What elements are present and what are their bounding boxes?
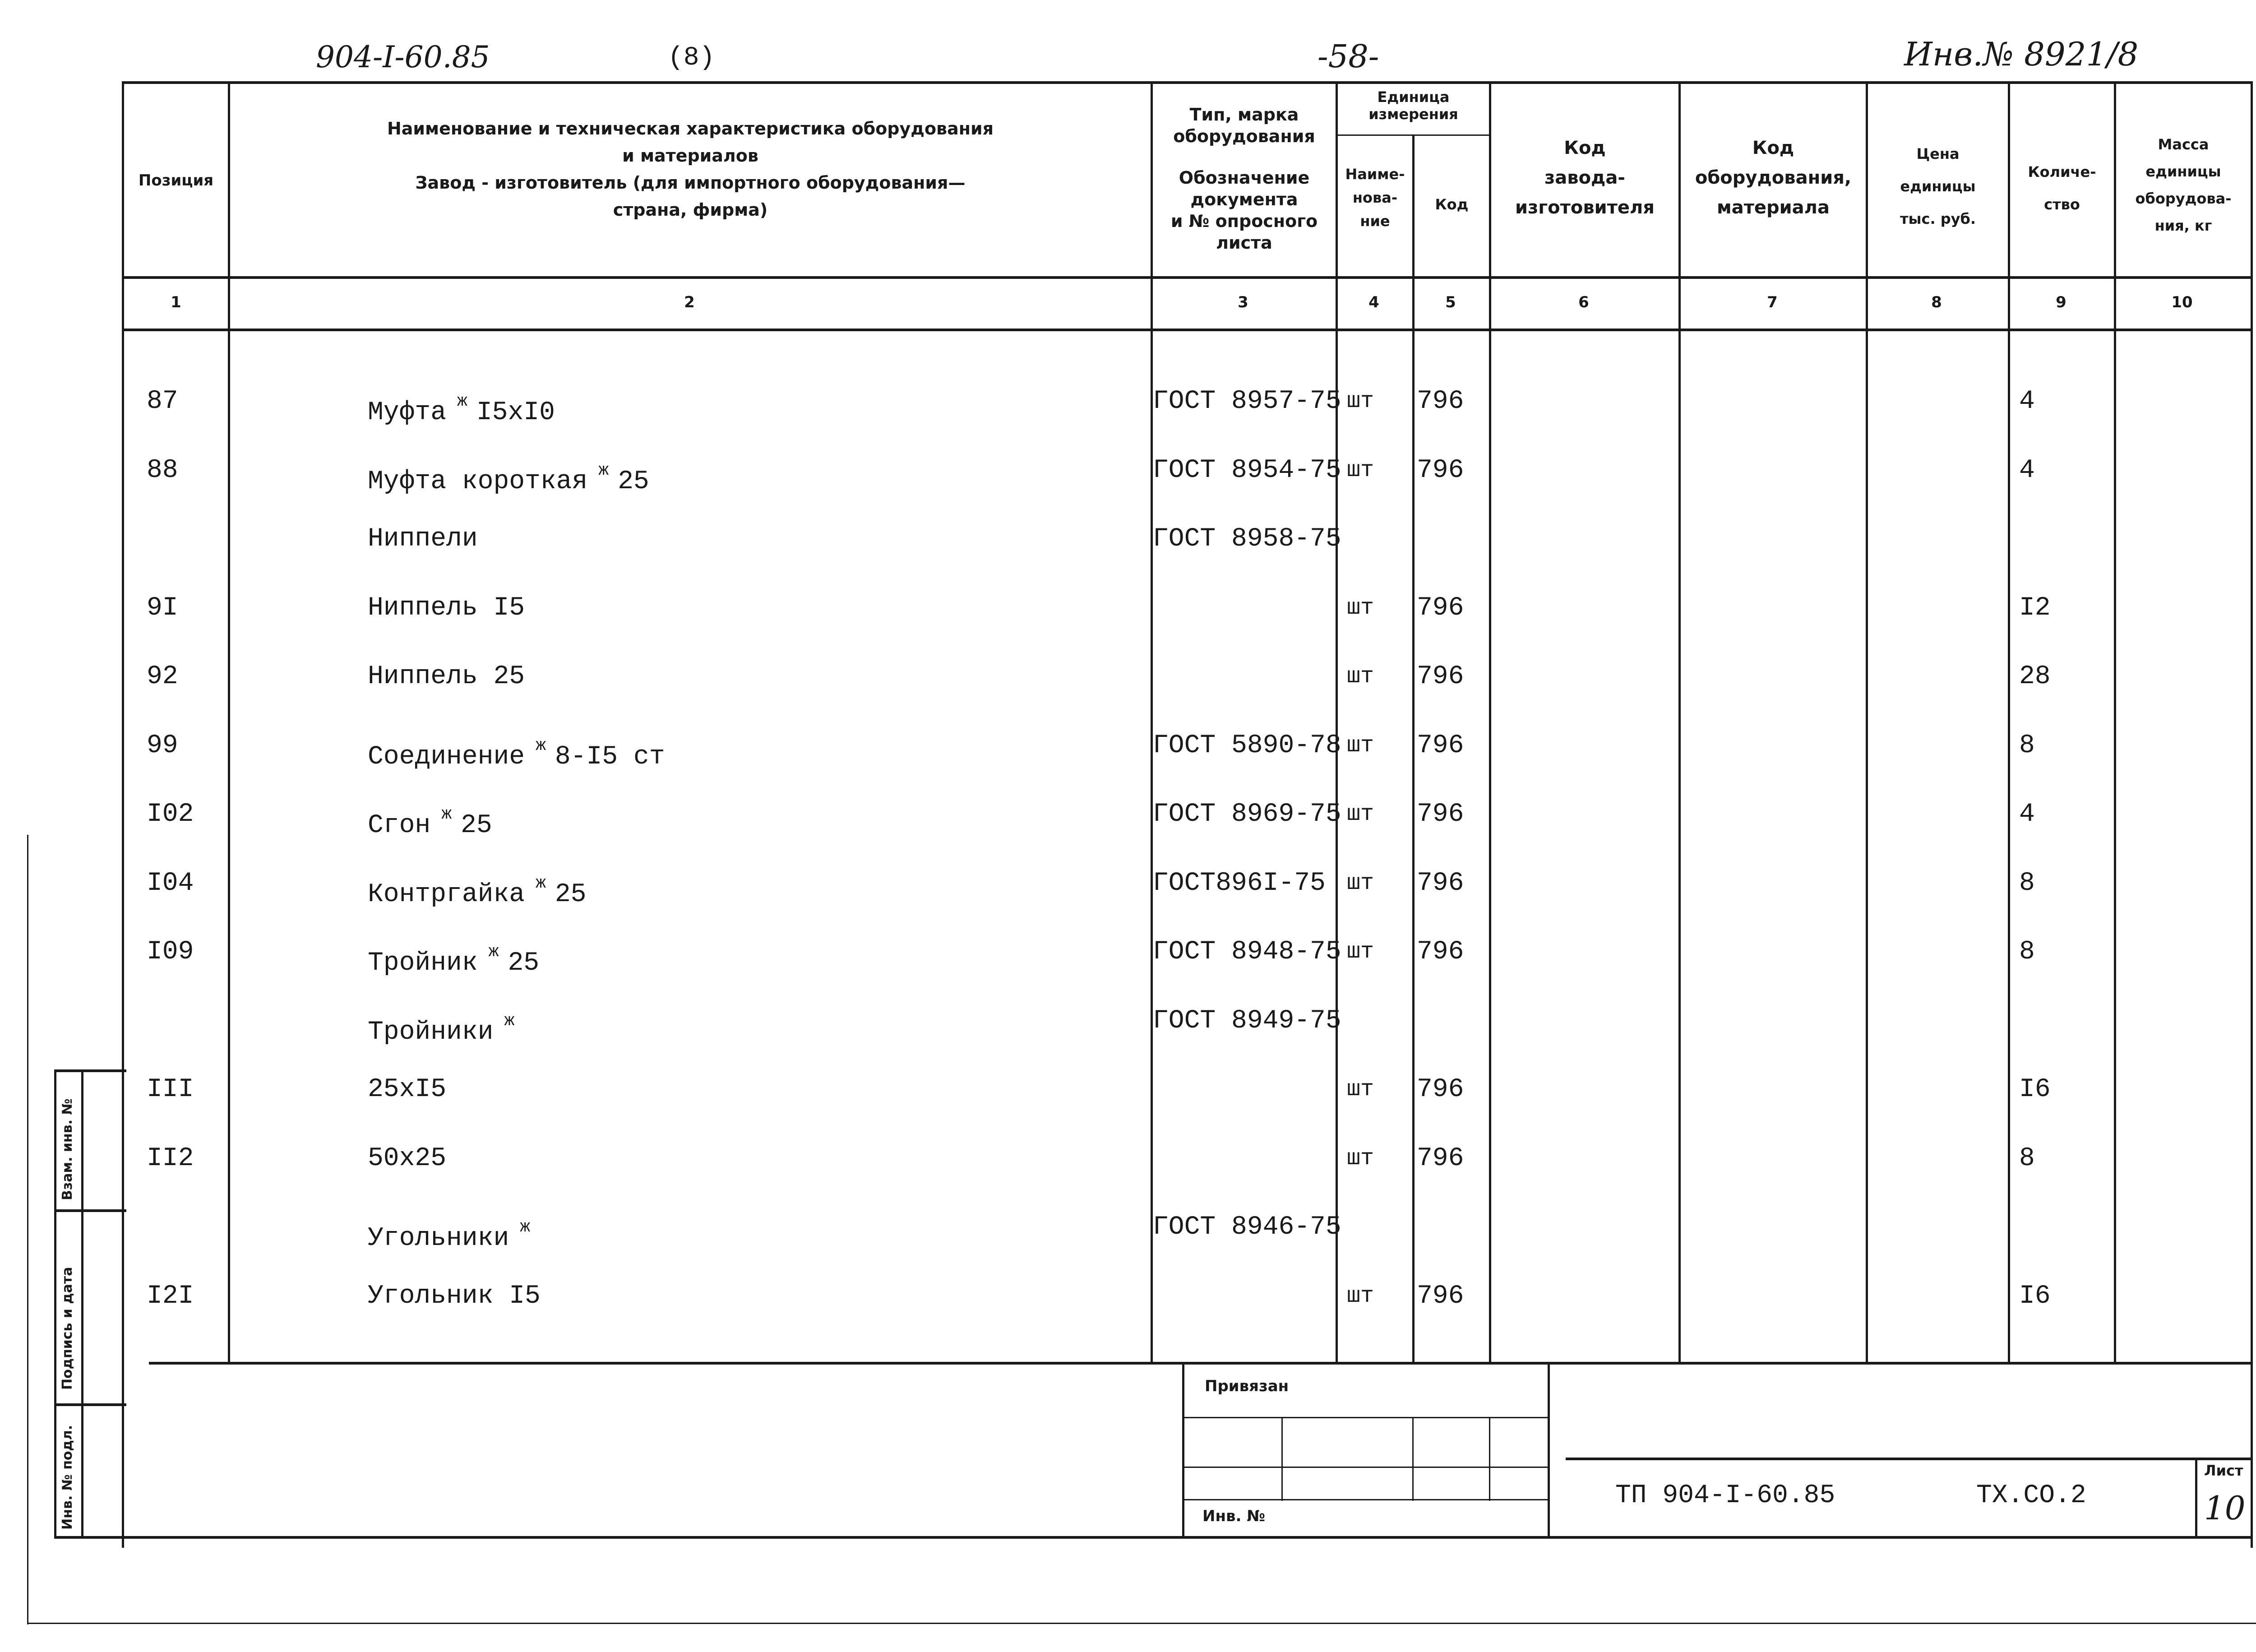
column-number: 1 <box>171 293 181 311</box>
stamp-grid-line <box>1281 1417 1283 1501</box>
row-footnote-mark: ж <box>520 1217 531 1237</box>
row-unit: шт <box>1347 801 1374 827</box>
row-unit-code: 796 <box>1417 1144 1464 1173</box>
col-divider-7 <box>1866 81 1868 1363</box>
row-position: 9I <box>147 593 178 623</box>
stamp-grid-line <box>1182 1499 1548 1500</box>
row-name-text: Угольники <box>368 1224 509 1253</box>
row-unit-code: 796 <box>1417 387 1464 416</box>
row-position: II2 <box>147 1144 194 1173</box>
stamp-grid-line <box>1182 1467 1548 1468</box>
column-number: 3 <box>1238 293 1248 311</box>
row-name-text: Соединение <box>368 742 525 772</box>
col-divider-3 <box>1336 81 1338 1363</box>
row-name <box>368 868 587 911</box>
row-document: ГОСТ 8969-75 <box>1153 800 1341 829</box>
row-unit: шт <box>1347 458 1374 483</box>
document-code: ТП 904-I-60.85 <box>1615 1481 1835 1510</box>
row-unit-code: 796 <box>1417 593 1464 623</box>
row-quantity: 4 <box>2019 800 2035 829</box>
row-name <box>368 799 492 842</box>
sheet-label: Лист <box>2204 1462 2243 1479</box>
row-position: III <box>147 1075 194 1104</box>
column-number: 10 <box>2171 293 2193 311</box>
row-unit-code: 796 <box>1417 1075 1464 1104</box>
row-document: ГОСТ 8957-75 <box>1153 387 1341 416</box>
stamp-grid-line <box>1412 1417 1414 1501</box>
col-divider-8 <box>2008 81 2010 1363</box>
row-quantity: 4 <box>2019 387 2035 416</box>
row-footnote-mark: ж <box>488 942 499 962</box>
title-block-top-line <box>1566 1458 2251 1460</box>
column-number: 7 <box>1767 293 1778 311</box>
col-divider-6 <box>1678 81 1681 1363</box>
row-name <box>368 1074 446 1106</box>
row-name-text: Ниппель 25 <box>368 662 525 691</box>
row-name <box>368 523 478 555</box>
stamp-attached-label: Привязан <box>1205 1377 1289 1395</box>
row-name <box>368 1005 523 1048</box>
row-unit: шт <box>1347 1283 1374 1309</box>
header-bottom-line <box>122 276 2251 279</box>
header-unit-name: Наиме- нова- ние <box>1345 166 1405 230</box>
row-quantity: 28 <box>2019 662 2051 691</box>
row-footnote-mark: ж <box>536 874 546 893</box>
row-name-text: Тройники <box>368 1018 494 1047</box>
row-name-text: 25xI5 <box>368 1075 447 1104</box>
col-divider-5 <box>1489 81 1491 1363</box>
header-position: Позиция <box>138 171 214 190</box>
row-name <box>368 592 525 624</box>
side-replaced-inv: Взам. инв. № <box>60 1098 75 1200</box>
row-position: 92 <box>147 662 178 691</box>
inventory-number: Инв.№ 8921/8 <box>1904 35 2139 73</box>
sheet-number: 10 <box>2204 1489 2246 1527</box>
col-divider-1 <box>228 81 230 1363</box>
row-quantity: I2 <box>2019 593 2051 623</box>
column-number: 6 <box>1578 293 1589 311</box>
row-quantity: 8 <box>2019 937 2035 967</box>
column-number: 4 <box>1368 293 1379 311</box>
row-quantity: 8 <box>2019 1144 2035 1173</box>
header-quantity: Количе- ство <box>2028 163 2096 213</box>
row-unit: шт <box>1347 733 1374 759</box>
row-position: 99 <box>147 731 178 760</box>
row-name-text: Ниппели <box>368 524 478 554</box>
row-footnote-mark: ж <box>536 736 546 755</box>
row-name-suffix: I5xI0 <box>476 398 555 427</box>
row-quantity: 4 <box>2019 456 2035 485</box>
sheet-box-line <box>2195 1458 2197 1536</box>
table-end-line <box>149 1362 2251 1365</box>
document-mark: ТХ.СО.2 <box>1976 1481 2086 1510</box>
row-name-text: Муфта короткая <box>368 467 588 496</box>
header-mass: Масса единицы оборудова- ния, кг <box>2135 136 2232 234</box>
row-quantity: 8 <box>2019 731 2035 760</box>
side-strip-right <box>81 1069 83 1539</box>
row-document: ГОСТ896I-75 <box>1153 869 1326 898</box>
row-name-text: Ниппель I5 <box>368 593 525 623</box>
row-name <box>368 455 649 498</box>
row-footnote-mark: ж <box>504 1011 515 1031</box>
row-name-suffix: 8-I5 ст <box>555 742 665 772</box>
frame-left-line <box>122 81 124 1548</box>
row-name-text: Угольник I5 <box>368 1282 541 1311</box>
side-strip-top <box>54 1069 126 1072</box>
header-price: Цена единицы тыс. руб. <box>1900 145 1976 227</box>
row-name-suffix: 25 <box>461 811 492 840</box>
row-unit-code: 796 <box>1417 800 1464 829</box>
stamp-inv-label: Инв. № <box>1202 1507 1266 1525</box>
sheet-in-book: (8) <box>668 43 715 73</box>
column-number: 2 <box>684 293 695 311</box>
row-footnote-mark: ж <box>598 461 609 480</box>
row-document: ГОСТ 8958-75 <box>1153 524 1341 554</box>
outer-bottom-line <box>27 1623 2256 1624</box>
row-name <box>368 386 555 429</box>
row-unit: шт <box>1347 870 1374 896</box>
page-number: -58- <box>1318 38 1379 75</box>
row-position: I2I <box>147 1282 194 1311</box>
row-unit: шт <box>1347 664 1374 689</box>
row-name-text: 50x25 <box>368 1144 447 1173</box>
stamp-grid-line <box>1182 1417 1548 1418</box>
row-position: 87 <box>147 387 178 416</box>
row-quantity: I6 <box>2019 1282 2051 1311</box>
outer-left-line <box>27 835 28 1624</box>
row-position: I09 <box>147 937 194 967</box>
stamp-left-line <box>1182 1362 1184 1536</box>
row-quantity: 8 <box>2019 869 2035 898</box>
row-document: ГОСТ 8949-75 <box>1153 1006 1341 1036</box>
row-name-text: Тройник <box>368 949 478 978</box>
row-position: I02 <box>147 800 194 829</box>
stamp-right-line <box>1548 1362 1550 1536</box>
row-document: ГОСТ 5890-78 <box>1153 731 1341 760</box>
frame-top-line <box>122 81 2251 84</box>
stamp-grid-line <box>1489 1417 1490 1501</box>
header-equipment-code: Код оборудования, материала <box>1695 138 1852 218</box>
row-name <box>368 936 539 979</box>
row-document: ГОСТ 8948-75 <box>1153 937 1341 967</box>
row-document: ГОСТ 8954-75 <box>1153 456 1341 485</box>
row-unit: шт <box>1347 1146 1374 1171</box>
row-name-text: Контргайка <box>368 880 525 909</box>
column-numbers-bottom-line <box>122 329 2251 331</box>
row-name <box>368 661 525 693</box>
row-unit: шт <box>1347 1077 1374 1102</box>
row-name-text: Сгон <box>368 811 431 840</box>
series-number: 904-I-60.85 <box>316 40 490 74</box>
row-position: 88 <box>147 456 178 485</box>
col-divider-4 <box>1412 134 1415 1363</box>
header-unit: Единица измерения <box>1368 88 1458 123</box>
row-footnote-mark: ж <box>457 392 467 411</box>
frame-right-line <box>2251 81 2253 1548</box>
row-name <box>368 1143 446 1175</box>
row-unit-code: 796 <box>1417 869 1464 898</box>
row-quantity: I6 <box>2019 1075 2051 1104</box>
header-type: Тип, марка оборудования Обозначение документа и № опросного листа <box>1170 105 1318 253</box>
side-inv-original: Инв. № подл. <box>60 1425 75 1530</box>
row-unit-code: 796 <box>1417 937 1464 967</box>
row-name-suffix: 25 <box>555 880 587 909</box>
side-strip-divider <box>54 1403 126 1406</box>
header-plant-code: Код завода- изготовителя <box>1515 138 1655 218</box>
row-unit: шт <box>1347 595 1374 621</box>
row-position: I04 <box>147 869 194 898</box>
row-unit: шт <box>1347 389 1374 414</box>
column-number: 9 <box>2056 293 2066 311</box>
column-number: 5 <box>1445 293 1456 311</box>
row-unit-code: 796 <box>1417 662 1464 691</box>
row-unit-code: 796 <box>1417 1282 1464 1311</box>
row-unit: шт <box>1347 939 1374 965</box>
row-document: ГОСТ 8946-75 <box>1153 1212 1341 1242</box>
row-unit-code: 796 <box>1417 731 1464 760</box>
header-unit-code: Код <box>1435 196 1469 213</box>
row-footnote-mark: ж <box>441 805 452 824</box>
side-signature-date: Подпись и дата <box>60 1267 75 1390</box>
column-number: 8 <box>1931 293 1942 311</box>
col-divider-2 <box>1151 81 1153 1363</box>
col-divider-9 <box>2114 81 2116 1363</box>
row-name <box>368 1281 541 1312</box>
row-unit-code: 796 <box>1417 456 1464 485</box>
side-strip-divider <box>54 1209 126 1212</box>
header-name: Наименование и техническая характеристика оборудования и материалов Завод - изготовитель (для импортного оборудования— страна, фирма) <box>387 119 994 220</box>
row-name <box>368 1212 539 1254</box>
frame-bottom-line <box>54 1536 2251 1539</box>
row-name-text: Муфта <box>368 398 447 427</box>
row-name-suffix: 25 <box>508 949 540 978</box>
row-name <box>368 730 665 773</box>
side-strip-left <box>54 1069 56 1539</box>
row-name-suffix: 25 <box>618 467 649 496</box>
